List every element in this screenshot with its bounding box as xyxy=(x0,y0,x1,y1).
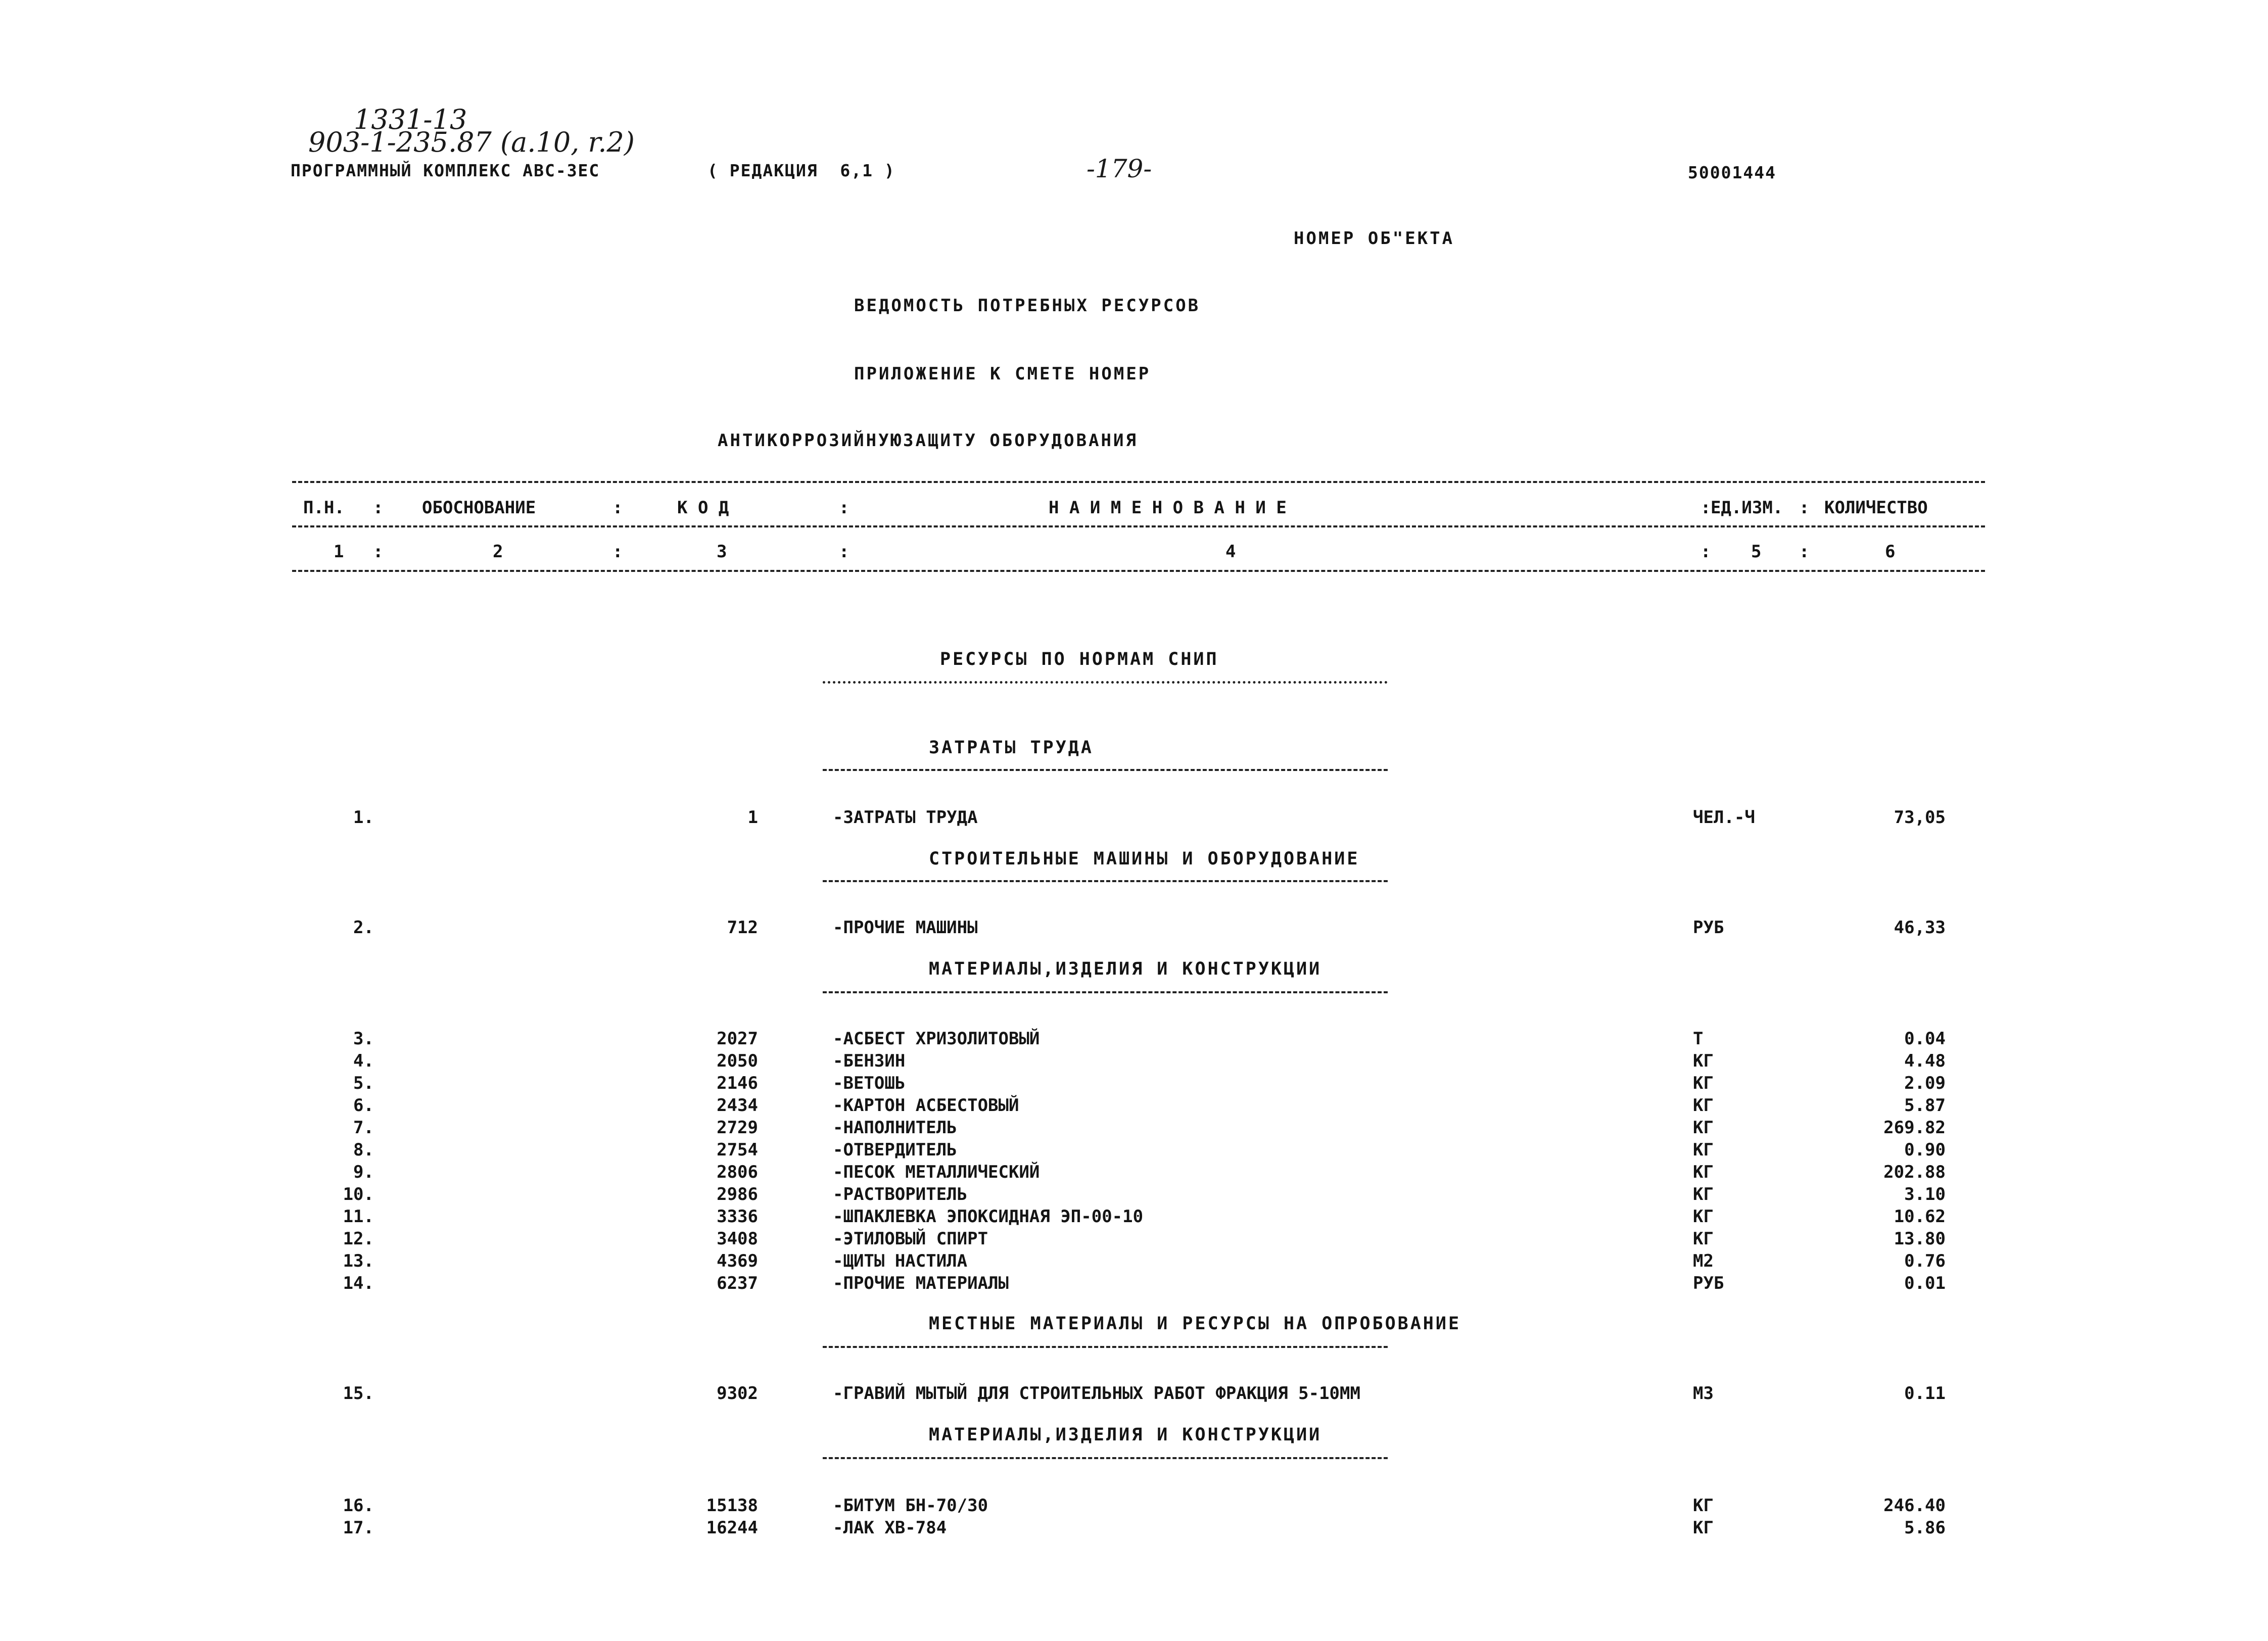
row-quantity: 13.80 xyxy=(1894,1229,1946,1249)
header-sep: : xyxy=(839,542,849,562)
row-name: -ШПАКЛЕВКА ЭПОКСИДНАЯ ЭП-00-10 xyxy=(833,1206,1144,1227)
appendix-label: ПРИЛОЖЕНИЕ К СМЕТЕ НОМЕР xyxy=(854,364,1151,384)
section-title-labor: ЗАТРАТЫ ТРУДА xyxy=(929,738,1094,758)
row-number: 7. xyxy=(353,1118,374,1138)
table-row xyxy=(0,918,2268,940)
row-number: 1. xyxy=(353,807,374,828)
row-code: 2729 xyxy=(717,1118,758,1138)
row-code: 2754 xyxy=(717,1140,758,1160)
row-unit: КГ xyxy=(1693,1051,1714,1071)
row-code: 1 xyxy=(747,807,758,828)
row-unit: КГ xyxy=(1693,1518,1714,1538)
table-row xyxy=(0,1251,2268,1273)
table-row xyxy=(0,1383,2268,1406)
row-name: -НАПОЛНИТЕЛЬ xyxy=(833,1118,957,1138)
row-quantity: 2.09 xyxy=(1904,1073,1946,1093)
header-sep: : xyxy=(1799,542,1810,562)
document-number: 50001444 xyxy=(1688,163,1776,182)
table-row xyxy=(0,1184,2268,1206)
row-code: 2986 xyxy=(717,1184,758,1204)
row-quantity: 0.90 xyxy=(1904,1140,1946,1160)
row-number: 5. xyxy=(353,1073,374,1093)
section-underline xyxy=(823,1346,1388,1348)
row-number: 10. xyxy=(343,1184,374,1204)
row-number: 4. xyxy=(353,1051,374,1071)
row-quantity: 269.82 xyxy=(1883,1118,1946,1138)
header-sep: : xyxy=(612,542,623,562)
row-quantity: 0.01 xyxy=(1904,1273,1946,1293)
table-row xyxy=(0,1162,2268,1184)
table-row xyxy=(0,1140,2268,1162)
section-underline xyxy=(823,1457,1388,1459)
row-name: -ЭТИЛОВЫЙ СПИРТ xyxy=(833,1229,988,1249)
table-row xyxy=(0,1051,2268,1073)
row-number: 12. xyxy=(343,1229,374,1249)
header-col-qty: КОЛИЧЕСТВО xyxy=(1824,498,1928,518)
header-col-no: П.Н. xyxy=(303,498,345,518)
row-code: 2050 xyxy=(717,1051,758,1071)
row-quantity: 5.86 xyxy=(1904,1518,1946,1538)
section-underline xyxy=(823,991,1388,993)
column-number: 4 xyxy=(1225,542,1236,562)
row-unit: КГ xyxy=(1693,1184,1714,1204)
row-name: -ПРОЧИЕ МАШИНЫ xyxy=(833,918,978,938)
row-unit: М2 xyxy=(1693,1251,1714,1271)
table-row xyxy=(0,807,2268,830)
table-row xyxy=(0,1495,2268,1518)
table-row xyxy=(0,1029,2268,1051)
column-number: 3 xyxy=(717,542,727,562)
section-underline xyxy=(823,769,1388,771)
row-code: 712 xyxy=(727,918,758,938)
row-number: 8. xyxy=(353,1140,374,1160)
header-col-name: Н А И М Е Н О В А Н И Е xyxy=(1049,498,1287,518)
row-code: 2146 xyxy=(717,1073,758,1093)
table-bottom-rule xyxy=(292,570,1985,572)
row-number: 2. xyxy=(353,918,374,938)
row-unit: РУБ xyxy=(1693,918,1724,938)
row-unit: КГ xyxy=(1693,1140,1714,1160)
column-number: 2 xyxy=(493,542,503,562)
section-title-machines: СТРОИТЕЛЬНЫЕ МАШИНЫ И ОБОРУДОВАНИЕ xyxy=(929,849,1360,869)
table-row xyxy=(0,1118,2268,1140)
row-unit: ЧЕЛ.-Ч xyxy=(1693,807,1755,828)
row-name: -БЕНЗИН xyxy=(833,1051,906,1071)
column-number: 6 xyxy=(1885,542,1896,562)
row-name: -ГРАВИЙ МЫТЫЙ ДЛЯ СТРОИТЕЛЬНЫХ РАБОТ ФРАКЦИЯ 5-10ММ xyxy=(833,1383,1360,1404)
header-sep: : xyxy=(612,498,623,518)
header-sep: : xyxy=(1799,498,1810,518)
row-quantity: 202.88 xyxy=(1883,1162,1946,1182)
row-unit: КГ xyxy=(1693,1206,1714,1227)
row-quantity: 46,33 xyxy=(1894,918,1946,938)
row-unit: КГ xyxy=(1693,1495,1714,1516)
row-number: 9. xyxy=(353,1162,374,1182)
row-quantity: 5.87 xyxy=(1904,1095,1946,1116)
column-number: 1 xyxy=(334,542,344,562)
handwritten-project-code: 903-1-235.87 (a.10, r.2) xyxy=(308,126,635,158)
section-title-materials-2: МАТЕРИАЛЫ,ИЗДЕЛИЯ И КОНСТРУКЦИИ xyxy=(929,1425,1322,1445)
row-code: 4369 xyxy=(717,1251,758,1271)
row-unit: М3 xyxy=(1693,1383,1714,1404)
table-column-numbers xyxy=(0,542,2268,564)
row-code: 16244 xyxy=(706,1518,758,1538)
row-quantity: 4.48 xyxy=(1904,1051,1946,1071)
table-top-rule xyxy=(292,481,1985,483)
row-code: 9302 xyxy=(717,1383,758,1404)
header-sep: : xyxy=(1700,542,1711,562)
row-code: 2434 xyxy=(717,1095,758,1116)
header-sep: : xyxy=(373,498,384,518)
table-mid-rule xyxy=(292,525,1985,527)
row-code: 3336 xyxy=(717,1206,758,1227)
row-name: -КАРТОН АСБЕСТОВЫЙ xyxy=(833,1095,1019,1116)
row-quantity: 73,05 xyxy=(1894,807,1946,828)
table-row xyxy=(0,1229,2268,1251)
row-quantity: 0.76 xyxy=(1904,1251,1946,1271)
row-unit: КГ xyxy=(1693,1229,1714,1249)
row-name: -ВЕТОШЬ xyxy=(833,1073,906,1093)
row-name: -БИТУМ БН-70/30 xyxy=(833,1495,988,1516)
subject-label: АНТИКОРРОЗИЙНУЮЗАЩИТУ ОБОРУДОВАНИЯ xyxy=(718,430,1138,451)
row-number: 3. xyxy=(353,1029,374,1049)
row-name: -ЩИТЫ НАСТИЛА xyxy=(833,1251,968,1271)
program-name: ПРОГРАММНЫЙ КОМПЛЕКС АВС-3ЕС xyxy=(291,161,600,180)
header-col-code: К О Д xyxy=(677,498,729,518)
section-underline xyxy=(823,880,1388,882)
section-title-local-materials: МЕСТНЫЕ МАТЕРИАЛЫ И РЕСУРСЫ НА ОПРОБОВАНИЕ xyxy=(929,1314,1461,1334)
page-title: ВЕДОМОСТЬ ПОТРЕБНЫХ РЕСУРСОВ xyxy=(854,296,1201,316)
row-unit: КГ xyxy=(1693,1118,1714,1138)
row-unit: РУБ xyxy=(1693,1273,1724,1293)
handwritten-page-number: -179- xyxy=(1086,154,1152,183)
row-number: 17. xyxy=(343,1518,374,1538)
table-row xyxy=(0,1095,2268,1118)
row-name: -ОТВЕРДИТЕЛЬ xyxy=(833,1140,957,1160)
header-sep: : xyxy=(1700,498,1711,518)
main-section-title: РЕСУРСЫ ПО НОРМАМ СНИП xyxy=(940,649,1219,669)
row-number: 6. xyxy=(353,1095,374,1116)
row-unit: КГ xyxy=(1693,1073,1714,1093)
header-col-basis: ОБОСНОВАНИЕ xyxy=(422,498,536,518)
row-code: 15138 xyxy=(706,1495,758,1516)
row-name: -ЗАТРАТЫ ТРУДА xyxy=(833,807,978,828)
row-number: 13. xyxy=(343,1251,374,1271)
program-edition: ( РЕДАКЦИЯ 6,1 ) xyxy=(707,161,895,180)
table-header-row xyxy=(0,498,2268,520)
column-number: 5 xyxy=(1751,542,1762,562)
row-number: 14. xyxy=(343,1273,374,1293)
row-number: 15. xyxy=(343,1383,374,1404)
row-code: 3408 xyxy=(717,1229,758,1249)
row-quantity: 0.11 xyxy=(1904,1383,1946,1404)
row-quantity: 0.04 xyxy=(1904,1029,1946,1049)
header-sep: : xyxy=(839,498,849,518)
row-number: 11. xyxy=(343,1206,374,1227)
object-number-label: НОМЕР ОБ"ЕКТА xyxy=(1294,228,1455,249)
table-row xyxy=(0,1073,2268,1095)
table-row xyxy=(0,1273,2268,1295)
row-name: -ПЕСОК МЕТАЛЛИЧЕСКИЙ xyxy=(833,1162,1040,1182)
row-code: 2806 xyxy=(717,1162,758,1182)
row-name: -ПРОЧИЕ МАТЕРИАЛЫ xyxy=(833,1273,1009,1293)
row-unit: КГ xyxy=(1693,1162,1714,1182)
row-quantity: 10.62 xyxy=(1894,1206,1946,1227)
row-unit: КГ xyxy=(1693,1095,1714,1116)
row-unit: Т xyxy=(1693,1029,1704,1049)
row-name: -АСБЕСТ ХРИЗОЛИТОВЫЙ xyxy=(833,1029,1040,1049)
row-quantity: 246.40 xyxy=(1883,1495,1946,1516)
row-name: -РАСТВОРИТЕЛЬ xyxy=(833,1184,968,1204)
main-section-underline xyxy=(823,681,1388,684)
header-col-unit: ЕД.ИЗМ. xyxy=(1711,498,1783,518)
row-quantity: 3.10 xyxy=(1904,1184,1946,1204)
row-code: 6237 xyxy=(717,1273,758,1293)
row-code: 2027 xyxy=(717,1029,758,1049)
section-title-materials: МАТЕРИАЛЫ,ИЗДЕЛИЯ И КОНСТРУКЦИИ xyxy=(929,959,1322,979)
header-sep: : xyxy=(373,542,384,562)
table-row xyxy=(0,1206,2268,1229)
row-number: 16. xyxy=(343,1495,374,1516)
handwritten-archive-number: 1331-13 xyxy=(354,104,467,135)
row-name: -ЛАК ХВ-784 xyxy=(833,1518,947,1538)
table-row xyxy=(0,1518,2268,1540)
